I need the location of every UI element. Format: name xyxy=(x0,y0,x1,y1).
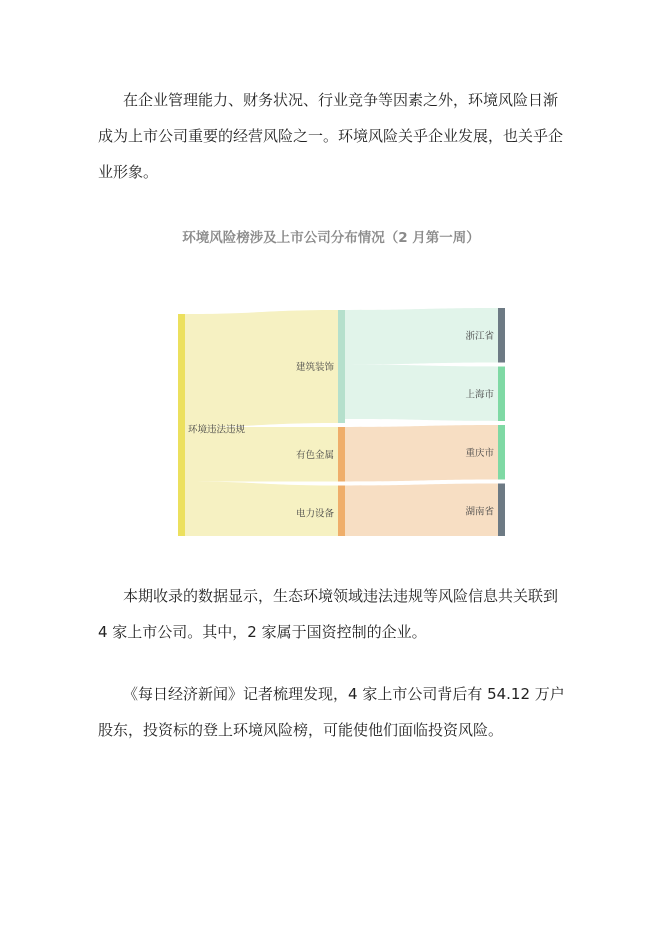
sankey-label-zj: 浙江省 xyxy=(465,330,494,342)
data-paragraph: 本期收录的数据显示，生态环境领域违法违规等风险信息共关联到 4 家上市公司。其中，2 家属于国资控制的企业。 xyxy=(98,587,559,641)
sankey-node-zj xyxy=(498,308,505,363)
sankey-label-cq: 重庆市 xyxy=(465,447,494,459)
sankey-label-ys: 有色金属 xyxy=(295,449,334,461)
sankey-node-dl xyxy=(338,486,345,537)
sankey-node-ys xyxy=(338,427,345,482)
sankey-label-root: 环境违法违规 xyxy=(188,424,246,436)
chart-title: 环境风险榜涉及上市公司分布情况（2 月第一周） xyxy=(182,230,480,246)
intro-paragraph: 在企业管理能力、财务状况、行业竞争等因素之外，环境风险日渐成为上市公司重要的经营风险之一。环境风险关乎企业发展，也关乎企业形象。 xyxy=(98,91,564,181)
sankey-node-hn xyxy=(498,484,505,537)
sankey-label-sh: 上海市 xyxy=(465,389,494,401)
sankey-label-dl: 电力设备 xyxy=(295,508,334,520)
sankey-node-root xyxy=(178,314,185,536)
shareholder-paragraph: 《每日经济新闻》记者梳理发现，4 家上市公司背后有 54.12 万户股东，投资标的登上环境风险榜，可能使他们面临投资风险。 xyxy=(98,685,565,739)
sankey-node-cq xyxy=(498,425,505,480)
sankey-chart xyxy=(170,296,510,536)
sankey-label-jz: 建筑装饰 xyxy=(295,362,334,373)
sankey-node-jz xyxy=(338,310,345,423)
sankey-label-hn: 湖南省 xyxy=(465,506,494,518)
sankey-node-sh xyxy=(498,367,505,422)
